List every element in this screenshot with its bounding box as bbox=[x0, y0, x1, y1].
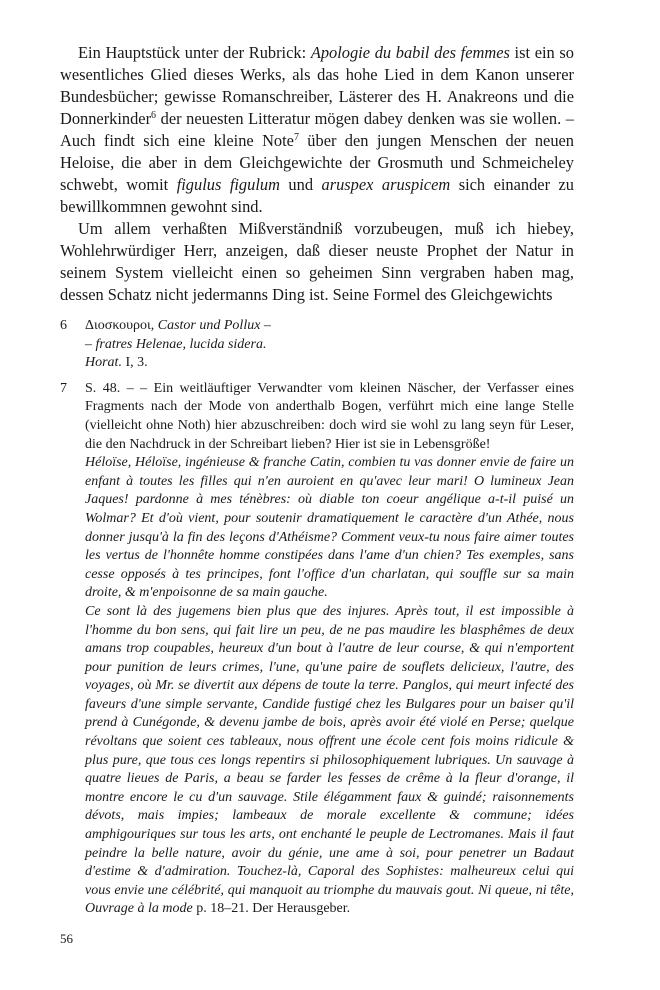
footnote-line: – fratres Helenae, lucida sidera. bbox=[85, 336, 267, 352]
footnote-intro: S. 48. – – Ein weitläuftiger Verwandter vom kleinen Näscher, der Verfasser eines Fragments nach der Mode von anderthalb Bogen, verführt mich eine lange Stelle (vielleicht ohne Noth) hier abzuschreiben: doch wird sie wohl zu lang seyn für Leser, die den Nachdruck in der Schreibart lieben? Hier ist sie in Lebensgröße! bbox=[85, 380, 574, 452]
footnote-tail: p. 18–21. Der Herausgeber. bbox=[192, 901, 351, 917]
footnote-line bbox=[85, 317, 574, 336]
text-run: der neuesten Litteratur mögen dabey denken was sie wollen. – Auch findt sich eine kleine Note bbox=[60, 109, 574, 150]
text-run: sich einander zu bewillkommnen gewohnt sind. bbox=[60, 175, 575, 216]
main-text bbox=[60, 42, 574, 306]
footnotes bbox=[60, 317, 574, 919]
french-quote-2: Ce sont là des jugemens bien plus que des injures. Après tout, il est impossible à l'homme du bon sens, qui fait lire un peu, de ne pas maudire les blasphêmes de deux amans trop coupables, heureux d'un bout à l'autre de leur course, & qui n'emportent pour punition de leurs crimes, l'une, qu'une paire de souflets delicieux, l'autre, des voyages, où Mr. se divertit aux dépens de toute la terre. Panglos, qui meurt infecté des faveurs d'une simple servante, Candide fustigé chez les Bulgares pour un baiser qu'il prend à Cunégonde, & devenu jambe de bois, après avoir été violé en Perse; quelque révoltans que soient ces tableaux, nous offrent une école cent fois moins ridicule & plus pure, que tous ces longs repentirs si philosophiquement lubriques. Un sauvage à quatre lieues de Paris, a beau se farder les fesses de crême à la fleur d'orange, il montre encore le cu d'un sauvage. Stile élégamment faux & guindé; raisonnements dévots, mais impies; lambeaux de morale excellente & commune; idées amphigouriques sur tous les arts, ont enchanté le peuple de Lectromanes. Mais il faut peindre la belle nature, avoir du génie, une ame à soi, pour penetrer un Badaut d'estime & d'admiration. Touchez-là, Caporal des Sophistes: malheureux celui qui vous envie une célébrité, qui manquoit au triomphe du mauvais gout. Ni queue, ni tête, Ouvrage à la mode bbox=[85, 603, 574, 917]
italic-phrase: figulus figulum bbox=[176, 175, 280, 194]
footnote-line bbox=[85, 354, 574, 373]
italic-phrase: aruspex aruspicem bbox=[321, 175, 451, 194]
footnote-ref-7[interactable]: 7 bbox=[293, 132, 299, 143]
page-number: 56 bbox=[60, 931, 73, 946]
footnote-ref-6[interactable]: 6 bbox=[151, 110, 157, 121]
french-quote-1: Héloïse, Héloïse, ingénieuse & franche Catin, combien tu vas donner envie de faire un enfant à toutes les filles qui n'en auroient en qu'avec leur mari! O lumineux Jean Jaques! pardonne à mes ténèbres: où diable ton coeur angélique a-t-il puisé un Wolmar? Et d'où vient, pour soutenir dramatiquement le caractère d'un Athée, nous donner jusqu'à la fin des leçons d'Athéisme? Comment veux-tu nous faire aimer toutes les vertus de l'honnête homme constipées dans l'ame d'un chien? Tes exemples, sans cesse opposés à tes principes, font l'office d'un charlatan, qui souffle sur sa main droite, & m'enpoisonne de sa main gauche. bbox=[85, 455, 574, 601]
greek-text: Διοσκουροι, bbox=[85, 318, 158, 333]
page-content bbox=[60, 42, 574, 926]
footnote-body bbox=[85, 317, 574, 373]
text-run: und bbox=[279, 175, 322, 194]
text-run: ist ein so wesentliches Glied dieses Werks, als das hohe Lied in dem Kanon unserer Bundesbücher; gewisse Romanschreiber, Lästerer des H. Anakreons und die Donnerkinder bbox=[60, 43, 574, 128]
text-run: Ein Hauptstück unter der Rubrick: bbox=[78, 43, 311, 62]
italic-title: Apologie du babil des femmes bbox=[310, 43, 510, 62]
paragraph-2: Um allem verhaßten Mißverständniß vorzubeugen, muß ich hiebey, Wohlehrwürdiger Herr, anzeigen, daß dieser neuste Prophet der Natur in seinem System vielleicht einen so geheimen Sinn vergraben haben mag, dessen Schatz nicht jedermanns Ding ist. Seine Formel des Gleichgewichts bbox=[60, 219, 574, 304]
italic-text: Horat. bbox=[85, 355, 122, 371]
citation: I, 3. bbox=[121, 355, 148, 371]
footnote-number: 7 bbox=[60, 380, 67, 396]
paragraph-1 bbox=[60, 42, 574, 218]
footnote-body bbox=[85, 380, 574, 919]
french-quote-2-wrap bbox=[85, 603, 574, 919]
text-run: über den jungen Menschen der neuen Heloise, die aber in dem Gleichgewichte der Grosmuth und Schmeicheley schwebt, womit bbox=[60, 131, 574, 194]
footnote-7 bbox=[60, 380, 574, 919]
footnote-6 bbox=[60, 317, 574, 373]
italic-text: Castor und Pollux – bbox=[157, 318, 271, 333]
footnote-number: 6 bbox=[60, 318, 67, 333]
